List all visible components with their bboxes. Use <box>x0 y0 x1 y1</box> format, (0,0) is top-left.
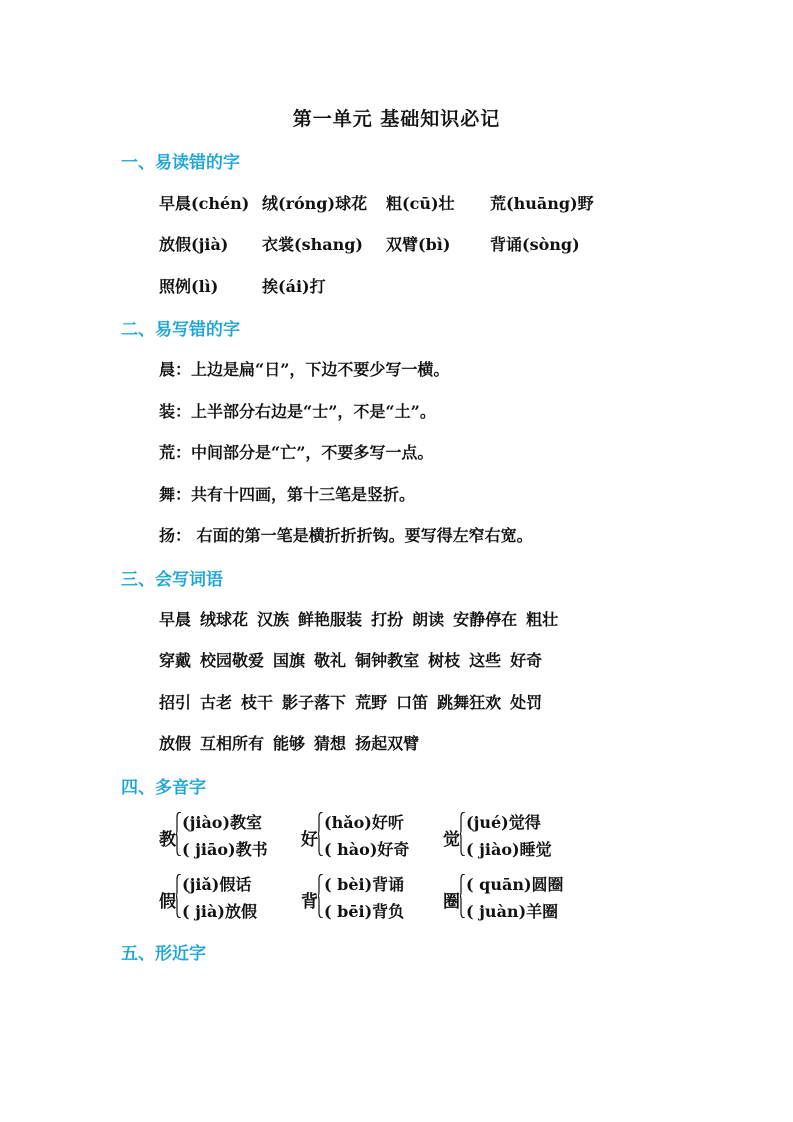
reading-1: (jiǎ)假话 <box>182 875 252 894</box>
section-heading-easy-miswrite: 二、易写错的字 <box>121 320 240 340</box>
miswrite-note: 荒：中间部分是“亡”，不要多写一点。 <box>159 443 434 462</box>
vocab-word: 这些 <box>469 651 502 670</box>
vocab-word: 国旗 <box>273 651 306 670</box>
word-row <box>159 731 428 754</box>
misread-word: 早晨(chén) <box>159 194 250 213</box>
vocab-word: 粗壮 <box>526 610 559 629</box>
polyphonic-entry <box>301 872 451 924</box>
vocab-word: 能够 <box>273 734 306 753</box>
misread-word: 背诵(sòng) <box>490 235 580 254</box>
section-heading-easy-misread: 一、易读错的字 <box>121 153 240 173</box>
vocab-word: 猜想 <box>314 734 347 753</box>
reading-2: ( jià)放假 <box>182 902 257 921</box>
vocab-word: 扬起双臂 <box>355 734 420 753</box>
vocab-word: 朗读 <box>412 610 445 629</box>
reading-1: ( bèi)背诵 <box>324 875 405 894</box>
reading-1: (jué)觉得 <box>466 813 541 832</box>
reading-2: ( jiāo)教书 <box>182 840 268 859</box>
polyphonic-char: 觉 <box>443 830 460 850</box>
polyphonic-entry <box>301 810 451 862</box>
misread-word: 绒(róng)球花 <box>262 194 368 213</box>
polyphonic-char: 圈 <box>443 892 460 912</box>
vocab-word: 好奇 <box>510 651 543 670</box>
reading-1: (hǎo)好听 <box>324 813 404 832</box>
miswrite-note: 晨：上边是扁“日”，下边不要少写一横。 <box>159 360 450 379</box>
vocab-word: 影子落下 <box>282 693 347 712</box>
section-heading-write-words: 三、会写词语 <box>121 570 223 590</box>
word-row <box>159 607 567 630</box>
reading-2: ( jiào)睡觉 <box>466 840 552 859</box>
vocab-word: 安静停在 <box>453 610 518 629</box>
vocab-word: 绒球花 <box>200 610 249 629</box>
vocab-word: 树枝 <box>428 651 461 670</box>
vocab-word: 互相所有 <box>200 734 265 753</box>
vocab-word: 放假 <box>159 734 192 753</box>
polyphonic-entry <box>443 872 593 924</box>
vocab-word: 汉族 <box>257 610 290 629</box>
polyphonic-entry <box>443 810 593 862</box>
polyphonic-char: 好 <box>301 830 318 850</box>
vocab-word: 荒野 <box>355 693 388 712</box>
polyphonic-char: 假 <box>159 892 176 912</box>
misread-word: 荒(huāng)野 <box>490 194 594 213</box>
polyphonic-entry <box>159 810 309 862</box>
polyphonic-entry <box>159 872 309 924</box>
misread-word: 挨(ái)打 <box>262 277 326 296</box>
page-title: 第一单元 基础知识必记 <box>292 108 501 130</box>
vocab-word: 鲜艳服装 <box>298 610 363 629</box>
vocab-word: 跳舞狂欢 <box>437 693 502 712</box>
vocab-word: 口笛 <box>396 693 429 712</box>
vocab-word: 铜钟教室 <box>355 651 420 670</box>
vocab-word: 敬礼 <box>314 651 347 670</box>
misread-word: 粗(cū)壮 <box>386 194 455 213</box>
miswrite-note: 装：上半部分右边是“士”，不是“土”。 <box>159 402 436 421</box>
vocab-word: 古老 <box>200 693 233 712</box>
miswrite-note: 扬： 右面的第一笔是横折折折钩。要写得左窄右宽。 <box>159 526 533 545</box>
polyphonic-char: 教 <box>159 830 176 850</box>
reading-1: ( quān)圆圈 <box>466 875 564 894</box>
misread-word: 放假(jià) <box>159 235 229 254</box>
reading-2: ( juàn)羊圈 <box>466 902 559 921</box>
word-row <box>159 690 551 713</box>
reading-2: ( hào)好奇 <box>324 840 410 859</box>
vocab-word: 枝干 <box>241 693 274 712</box>
vocab-word: 打扮 <box>371 610 404 629</box>
vocab-word: 早晨 <box>159 610 192 629</box>
polyphonic-char: 背 <box>301 892 318 912</box>
vocab-word: 处罚 <box>510 693 543 712</box>
section-heading-similar-chars: 五、形近字 <box>121 944 206 964</box>
misread-word: 照例(lì) <box>159 277 219 296</box>
miswrite-note: 舞：共有十四画，第十三笔是竖折。 <box>159 485 416 504</box>
misread-word: 双臂(bì) <box>386 235 451 254</box>
reading-2: ( bēi)背负 <box>324 902 405 921</box>
vocab-word: 校园敬爱 <box>200 651 265 670</box>
misread-word: 衣裳(shang) <box>262 235 363 254</box>
section-heading-polyphonic: 四、多音字 <box>121 778 206 798</box>
vocab-word: 招引 <box>159 693 192 712</box>
vocab-word: 穿戴 <box>159 651 192 670</box>
reading-1: (jiào)教室 <box>182 813 263 832</box>
word-row <box>159 648 551 671</box>
